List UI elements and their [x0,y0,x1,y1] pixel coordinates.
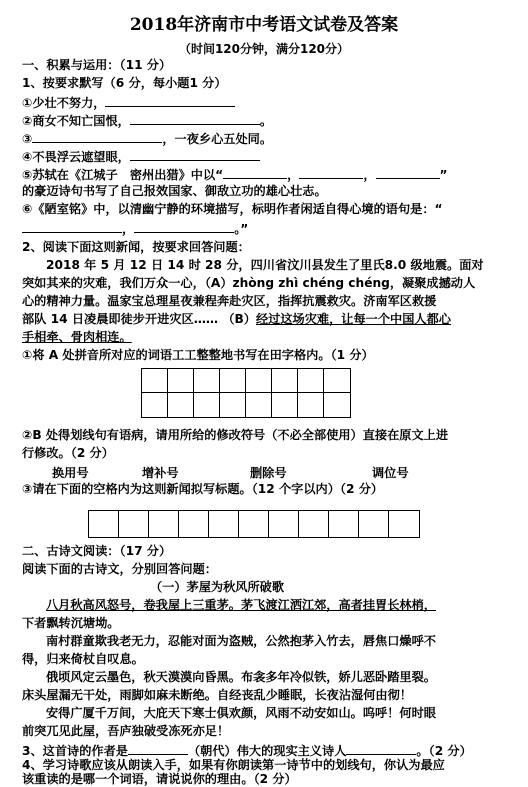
answer-blank[interactable] [346,742,416,755]
grid-cell[interactable] [324,369,350,393]
sentence-b-underlined-cont: 手相牵、骨肉相连。 [22,330,132,344]
grid-cell[interactable] [239,511,269,537]
mark-option-delete: 删除号 [250,466,287,480]
grid-cell[interactable] [220,369,246,393]
answer-blank[interactable] [130,148,260,161]
sub-question-1: ①将 A 处拼音所对应的词语工工整整地书写在田字格内。（1 分） [22,348,374,362]
grid-cell[interactable] [142,369,168,393]
grid-cell[interactable] [220,393,246,417]
grid-cell[interactable] [298,393,324,417]
q1-item-6-cont: ， 。” [22,220,508,237]
grid-cell[interactable] [209,511,239,537]
grid-cell[interactable] [246,369,272,393]
grid-cell[interactable] [168,369,194,393]
question-4-cont: 该重读的是哪一个词语，请说说你的理由。（2 分） [22,772,297,786]
q1-item-1: ①少壮不努力， [22,94,508,111]
q1-item-6: ⑥《陋室铭》中，以清幽宁静的环境描写，标明作者闲适自得心境的语句是：“ [22,202,443,216]
q1-item-4: ④不畏浮云遮望眼， [22,148,508,165]
poem-line: 下者飘转沉塘坳。 [22,616,120,630]
sub-question-3: ③请在下面的空格内为这则新闻拟写标题。（12 个字以内）（2 分） [22,482,384,496]
section2-heading: 二、古诗文阅读：（17 分） [22,544,172,558]
answer-blank[interactable] [128,742,188,755]
grid-cell[interactable] [272,393,298,417]
answer-blank[interactable] [130,112,260,125]
grid-cell[interactable] [194,369,220,393]
grid-cell[interactable] [298,369,324,393]
exam-duration-note: （时间120分钟，满分120分） [178,42,350,56]
poem-line: 床头屋漏无干处，雨脚如麻未断绝。自经丧乱少睡眠，长夜沾湿何由彻！ [22,688,412,702]
grid-cell[interactable] [89,511,119,537]
grid-cell[interactable] [142,393,168,417]
sentence-b-underlined: 经过这场灾难，让每一个中国人都心 [255,312,451,326]
section2-intro: 阅读下面的古诗文，分别回答问题： [22,562,217,576]
poem-line: 俄顷风定云墨色，秋天漠漠向昏黑。布衾多年冷似铁，娇儿恶卧踏里裂。 [46,670,436,684]
grid-cell[interactable] [246,393,272,417]
question-4: 4、学习诗歌应该从朗读入手，如果有你朗读第一诗节中的划线句，你认为最应 [22,758,445,772]
question-3: 3、这首诗的作者是 （朝代）伟大的现实主义诗人 。（2 分） [22,744,472,758]
news-para-line: 心的精神力量。温家宝总理星夜兼程奔赴灾区，指挥抗震救灾。济南军区救援 [22,294,437,308]
question-2: 2、阅读下面这则新闻，按要求回答问题： [22,240,250,254]
poem-line: 前突兀见此屋，吾庐独破受冻死亦足！ [22,724,230,738]
q1-item-5-cont: 的豪迈诗句书写了自己报效国家、御敌立功的雄心壮志。 [22,184,327,198]
sub-question-2: ②B 处得划线句有语病，请用所给的修改符号（不必全部使用）直接在原文上进 [22,428,449,442]
grid-cell[interactable] [168,393,194,417]
answer-blank[interactable] [223,166,287,179]
news-para-line [22,330,508,345]
answer-blank[interactable] [376,166,440,179]
sub-question-2-cont: 行修改。（2 分） [22,446,114,460]
answer-blank[interactable] [22,220,122,233]
answer-blank[interactable] [134,220,234,233]
poem-line: 得，归来倚杖自叹息。 [22,652,144,666]
grid-cell[interactable] [269,511,299,537]
answer-blank[interactable] [105,94,235,107]
grid-cell[interactable] [359,511,389,537]
news-para-line: 突如其来的灾难，我们万众一心，（A）zhòng zhì chéng chéng，凝聚成撼动人 [22,276,476,290]
grid-cell[interactable] [119,511,149,537]
poem-line: 安得广厦千万间，大庇天下寒士俱欢颜，风雨不动安如山。呜呼！何时眼 [46,706,436,720]
poem-title: （一）茅屋为秋风所破歌 [150,580,285,594]
poem-underlined-line: 八月秋高风怒号，卷我屋上三重茅。茅飞渡江洒江郊，高者挂胃长林梢， [46,598,436,612]
poem-line: 南村群童欺我老无力，忍能对面为盗贼，公然抱茅入竹去，唇焦口燥呼不 [46,634,436,648]
news-para-line: 部队 14 日凌晨即徒步开进灾区…… （B）经过这场灾难，让每一个中国人都心 [22,312,451,326]
grid-cell[interactable] [149,511,179,537]
answer-blank[interactable] [299,166,363,179]
answer-blank[interactable] [32,130,162,143]
grid-cell[interactable] [194,393,220,417]
tianzige-grid[interactable] [141,368,351,418]
news-para-line: 2018 年 5 月 12 日 14 时 28 分，四川省汶川县发生了里氏8.0 级地震。面对 [46,258,484,272]
mark-option-replace: 换用号 [52,466,89,480]
q1-item-3: ③ ，一夜乡心五处同。 [22,132,273,146]
headline-grid[interactable] [88,510,420,538]
q1-item-2: ②商女不知亡国恨， 。 [22,114,273,128]
question-1: 1、按要求默写（6 分，每小题1 分） [22,76,227,90]
grid-cell[interactable] [299,511,329,537]
q1-item-5: ⑤苏轼在《江城子 密州出猎》中以“ ， ， ” [22,168,448,182]
grid-cell[interactable] [329,511,359,537]
grid-cell[interactable] [272,369,298,393]
page-title: 2018年济南市中考语文试卷及答案 [129,15,399,35]
grid-cell[interactable] [179,511,209,537]
grid-cell[interactable] [389,511,419,537]
section1-heading: 一、积累与运用：（11 分） [22,58,172,72]
mark-option-insert: 增补号 [142,466,179,480]
grid-cell[interactable] [324,393,350,417]
poem-line [22,598,508,613]
mark-option-reorder: 调位号 [372,466,409,480]
